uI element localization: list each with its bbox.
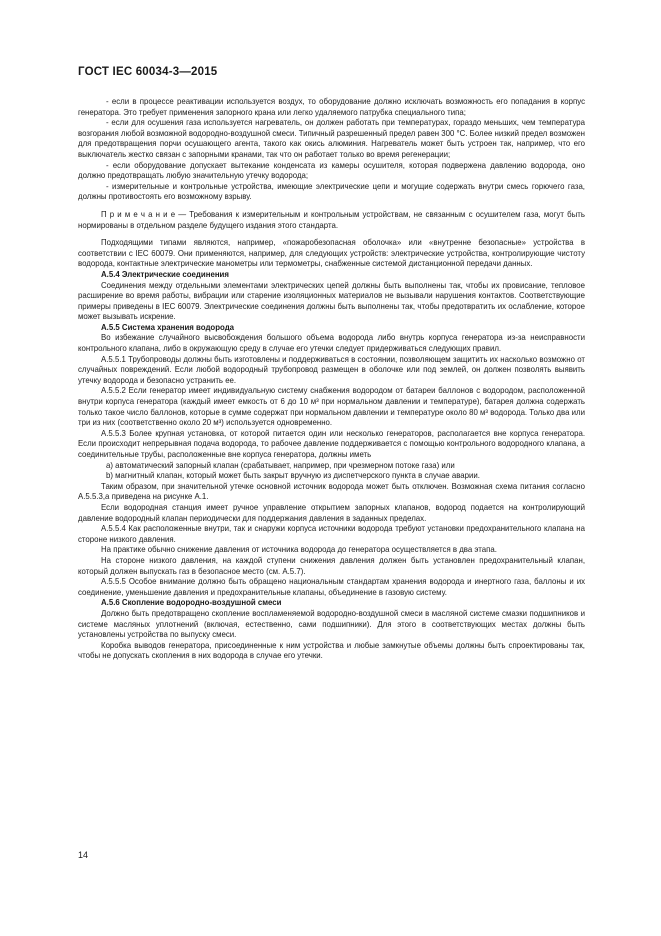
list-item: - измерительные и контрольные устройства, имеющие электрические цепи и могущие содержать внутри смесь горючего газа, должны противостоять его возможному взрыву. <box>78 181 585 202</box>
list-item: - если для осушения газа используется нагреватель, он должен работать при температурах, гораздо меньших, чем температура возгорания любой возможной водородно-воздушной смеси. Типичный разрешенный предел равен 300 °С. Более низкий предел возможен для предотвращения порчи осушающего агента, такого как окись алюминия. Нагреватель может быть устроен так, например, что его выключатель жестко связан с запорными кранами, так что он работает только во время регенерации; <box>78 118 585 159</box>
section-heading: А.5.6 Скопление водородно-воздушной смеси <box>101 598 282 608</box>
body-paragraph: Если водородная станция имеет ручное управление открытием запорных клапанов, водород подается на контролирующий давление водородный клапан периодически для поддержания давления в заданных пределах. <box>78 502 585 523</box>
section-heading: А.5.5 Система хранения водорода <box>101 322 235 332</box>
page-header-title: ГОСТ IEC 60034-3—2015 <box>78 66 218 78</box>
document-body <box>78 97 585 662</box>
list-item: - если оборудование допускает вытекание конденсата из камеры осушителя, которая подвержена давлению водорода, оно должно предотвращать любую значительную утечку водорода; <box>78 160 585 181</box>
body-paragraph: Подходящими типами являются, например, «пожаробезопасная оболочка» или «внутренне безопасные» устройства в соответствии с IEC 60079. Они применяются, например, для следующих устройств: электрические устройства, контролирующие чистоту водорода, контактные электрические манометры или термометры, снабженные системой дистанционной передачи данных. <box>78 238 585 269</box>
enumerated-item: a) автоматический запорный клапан (срабатывает, например, при чрезмерном потоке газа) или <box>106 460 455 470</box>
body-paragraph: Таким образом, при значительной утечке основной источник водорода может быть отключен. Возможная схема питания согласно А.5.5.3,а приведена на рисунке А.1. <box>78 481 585 502</box>
section-heading: А.5.4 Электрические соединения <box>101 269 229 279</box>
list-item: - если в процессе реактивации используется воздух, то оборудование должно исключать возможность его попадания в корпус генератора. Это требует применения запорного крана или легко удаляемого патрубка специального типа; <box>78 97 585 117</box>
body-paragraph: На стороне низкого давления, на каждой ступени снижения давления должен быть установлен предохранительный клапан, который должен выпускать газ в безопасное место (см. А.5.7). <box>78 555 585 576</box>
body-paragraph: А.5.5.3 Более крупная установка, от которой питается один или несколько генераторов, располагается вне корпуса генератора. Если происходит непрерывная подача водорода, то рабочее давление поддерживается с помощью контрольного водородного клапана, а соединительные трубы, расположенные вне корпуса генератора, должны иметь <box>78 428 585 459</box>
body-paragraph: А.5.5.2 Если генератор имеет индивидуальную систему снабжения водородом от батареи баллонов с водородом, расположенной внутри корпуса генератора (каждый имеет емкость от 6 до 10 м³ при нормальном давлении и температуре), батарея должна содержать только такое число баллонов, которые в сумме содержат при нормальном давлении и температуре около 80 м³ водорода. Только два или три из них (соответственно около 20 м³) используется одновременно. <box>78 386 585 428</box>
body-paragraph: На практике обычно снижение давления от источника водорода до генератора осуществляется в два этапа. <box>101 545 497 555</box>
body-paragraph: Соединения между отдельными элементами электрических цепей должны быть выполнены так, чтобы их провисание, тепловое расширение во время работы, вибрации или старение изоляционных материалов не вызывали нарушения контактов. Соответствующие примеры приведены в IEC 60079. Электрические соединения должны быть выполнены так, чтобы предотвратить их ослабление, которое может вызывать искрение. <box>78 280 585 322</box>
note-paragraph <box>78 210 585 231</box>
body-paragraph: Во избежание случайного высвобождения большого объема водорода либо внутрь корпуса генератора из-за неисправности контрольного клапана, либо в окружающую среду в случае его утечки следует придерживаться следующих правил. <box>78 333 585 354</box>
enumerated-item: b) магнитный клапан, который может быть закрыт вручную из диспетчерского пункта в случае аварии. <box>106 471 480 481</box>
body-paragraph: А.5.5.5 Особое внимание должно быть обращено национальным стандартам хранения водорода и инертного газа, баллоны и их соединение, уменьшение давления и предохранительные клапаны, объединение в газовую систему. <box>78 577 585 597</box>
body-paragraph: А.5.5.4 Как расположенные внутри, так и снаружи корпуса источники водорода требуют установки предохранительного клапана на стороне низкого давления. <box>78 524 585 544</box>
body-paragraph: Коробка выводов генератора, присоединенные к ним устройства и любые замкнутые объемы должны быть спроектированы так, чтобы не допускать скопления в них водорода в случае его утечки. <box>78 640 585 661</box>
body-paragraph: Должно быть предотвращено скопление воспламеняемой водородно-воздушной смеси в масляной системе смазки подшипников и системе масляных уплотнений (включая, естественно, сами подшипники). Для этого в соответствующих местах должны быть установлены устройства по выпуску смеси. <box>78 608 585 640</box>
page-number: 14 <box>78 850 89 860</box>
note-label: П р и м е ч а н и е <box>101 209 176 219</box>
note-text: — Требования к измерительным и контрольным устройствам, не связанным с осушителем газа, могут быть нормированы в отдельном разделе будущего издания этого стандарта. <box>78 209 585 230</box>
body-paragraph: А.5.5.1 Трубопроводы должны быть изготовлены и поддерживаться в состоянии, позволяющем защитить их насколько возможно от случайных повреждений. Если любой водородный трубопровод размещен в оболочке или под землей, он должен позволять выявить утечку водорода и безопасно устранить ее. <box>78 354 585 385</box>
